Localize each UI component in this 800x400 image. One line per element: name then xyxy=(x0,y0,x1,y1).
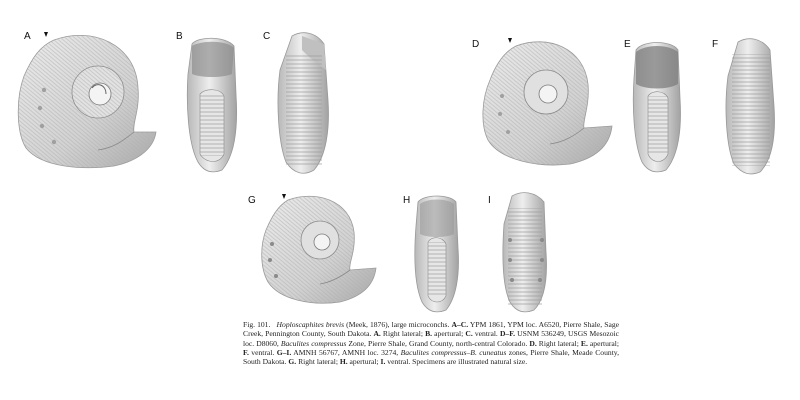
caption-figure-number: Fig. 101. xyxy=(243,320,271,329)
caption-text: AMNH 56767, AMNH loc. 3274, xyxy=(291,347,401,357)
label-i: I xyxy=(488,195,491,206)
caption-taxon: Hoploscaphites brevis xyxy=(276,320,345,329)
specimen-h-apertural-view xyxy=(410,192,464,314)
caption-text: ventral. Specimens are illustrated natural size. xyxy=(385,357,528,367)
caption-text: Zone, Pierre Shale, Grand County, north-central Colorado. xyxy=(346,338,530,348)
caption-text: YPM 1861, YPM loc. A6520, Pierre Shale, Sage Creek, Pennington County, South Dakota. xyxy=(243,320,619,339)
caption-ref: G. xyxy=(288,357,297,367)
label-c: C xyxy=(263,31,271,42)
caption-text: apertural; xyxy=(587,338,620,348)
caption-text: USNM 536249, USGS Mesozoic loc. D8060, xyxy=(243,329,620,348)
caption-ref: E. xyxy=(580,338,588,348)
caption-text: ventral. xyxy=(248,347,277,357)
specimen-b-apertural-view xyxy=(182,34,242,174)
caption-text: zones, Pierre Shale, Meade County, South Dakota. xyxy=(243,347,620,367)
caption-ref: D–F. xyxy=(499,329,516,339)
caption-zone: Baculites compressus xyxy=(280,338,347,348)
caption-ref: F. xyxy=(243,347,249,357)
caption-ref: D. xyxy=(529,338,537,348)
figure-caption xyxy=(243,320,619,366)
specimen-g-lateral-view xyxy=(258,192,380,306)
caption-ref: B. xyxy=(425,329,433,339)
caption-text: ventral. xyxy=(472,329,500,339)
caption-text: Right lateral; xyxy=(296,357,340,367)
specimen-c-ventral-view xyxy=(272,30,334,176)
label-b: B xyxy=(176,31,183,42)
caption-text: Right lateral; xyxy=(536,338,581,348)
caption-ref: C. xyxy=(465,329,473,339)
specimen-d-lateral-view xyxy=(478,36,616,168)
specimen-i-ventral-view xyxy=(498,190,552,314)
label-g: G xyxy=(248,195,256,206)
caption-text: apertural; xyxy=(347,357,381,367)
caption-zone: Baculites compressus–B. cuneatus xyxy=(400,347,507,357)
caption-text: (Meek, 1876), large microconchs. xyxy=(344,320,452,329)
specimen-a-lateral-view xyxy=(14,28,162,170)
caption-text: Right lateral; xyxy=(380,329,426,339)
label-f: F xyxy=(712,39,719,50)
caption-ref: A–C. xyxy=(451,320,469,329)
specimen-e-apertural-view xyxy=(628,38,686,174)
caption-ref: H. xyxy=(339,357,348,367)
caption-ref: I. xyxy=(380,357,386,367)
label-h: H xyxy=(403,195,411,206)
label-a: A xyxy=(24,31,31,42)
label-e: E xyxy=(624,39,631,50)
label-d: D xyxy=(472,39,480,50)
caption-ref: A. xyxy=(373,329,381,339)
caption-ref: G–I. xyxy=(276,347,292,357)
specimen-f-ventral-view xyxy=(720,36,780,176)
caption-text: apertural; xyxy=(432,329,466,339)
